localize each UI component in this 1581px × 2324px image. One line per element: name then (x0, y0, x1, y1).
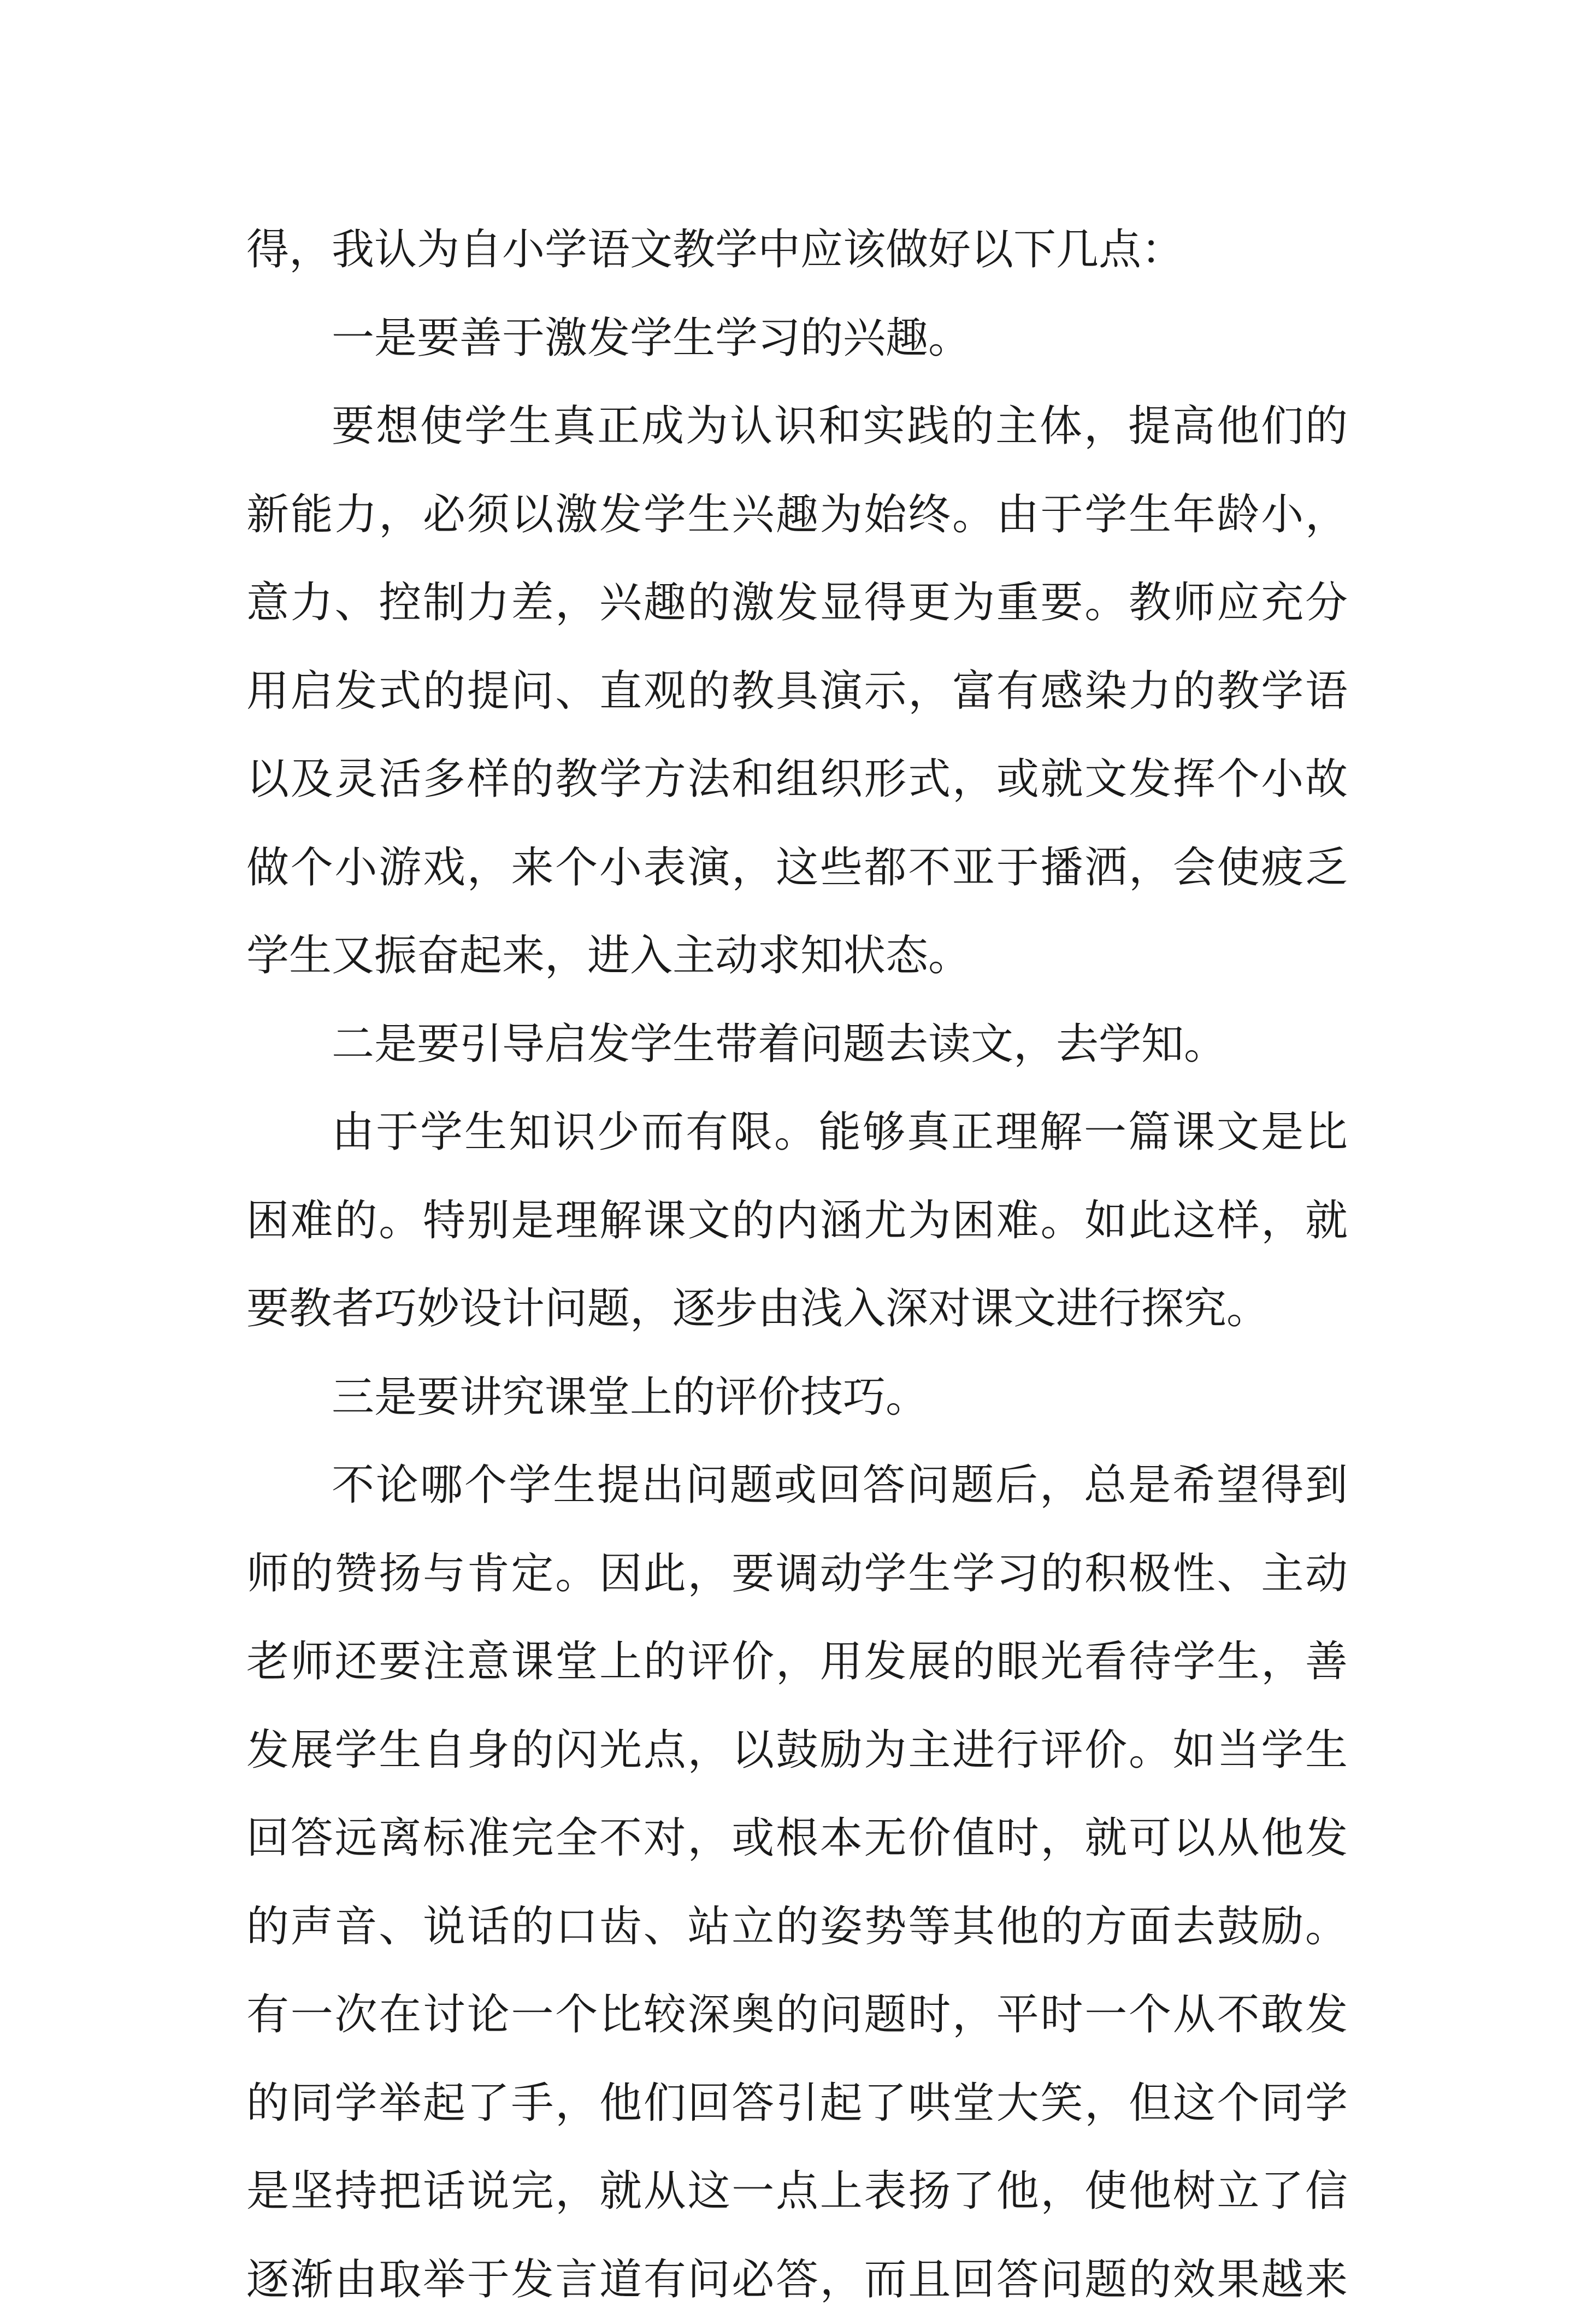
text-line: 师的赞扬与肯定。因此，要调动学生学习的积极性、主动 (246, 1530, 1348, 1619)
text-line: 要教者巧妙设计问题，逐步由浅入深对课文进行探究。 (246, 1265, 1348, 1354)
text-line: 一是要善于激发学生学习的兴趣。 (246, 295, 1348, 383)
text-line: 学生又振奋起来，进入主动求知状态。 (246, 912, 1348, 1001)
text-line: 要想使学生真正成为认识和实践的主体，提高他们的 (246, 383, 1348, 471)
text-line: 发展学生自身的闪光点，以鼓励为主进行评价。如当学生 (246, 1707, 1348, 1795)
text-line: 意力、控制力差，兴趣的激发显得更为重要。教师应充分 (246, 559, 1348, 648)
text-line: 用启发式的提问、直观的教具演示，富有感染力的教学语 (246, 648, 1348, 736)
text-line: 三是要讲究课堂上的评价技巧。 (246, 1354, 1348, 1442)
text-line: 困难的。特别是理解课文的内涵尤为困难。如此这样，就 (246, 1177, 1348, 1266)
text-line: 逐渐由取举于发言道有问必答，而且回答问题的效果越来 (246, 2236, 1348, 2324)
text-line: 新能力，必须以激发学生兴趣为始终。由于学生年龄小， (246, 471, 1348, 560)
text-line: 得，我认为自小学语文教学中应该做好以下几点： (246, 206, 1348, 295)
text-line: 以及灵活多样的教学方法和组织形式，或就文发挥个小故 (246, 736, 1348, 824)
text-line: 二是要引导启发学生带着问题去读文，去学知。 (246, 1001, 1348, 1089)
text-line: 做个小游戏，来个小表演，这些都不亚于播洒，会使疲乏 (246, 824, 1348, 913)
text-line: 由于学生知识少而有限。能够真正理解一篇课文是比 (246, 1089, 1348, 1177)
text-line: 有一次在讨论一个比较深奥的问题时，平时一个从不敢发 (246, 1971, 1348, 2060)
document-body (246, 206, 1348, 2324)
text-line: 是坚持把话说完，就从这一点上表扬了他，使他树立了信 (246, 2148, 1348, 2236)
text-line: 的同学举起了手，他们回答引起了哄堂大笑，但这个同学 (246, 2060, 1348, 2148)
text-line: 回答远离标准完全不对，或根本无价值时，就可以从他发 (246, 1795, 1348, 1883)
text-line: 的声音、说话的口齿、站立的姿势等其他的方面去鼓励。 (246, 1883, 1348, 1972)
text-line: 不论哪个学生提出问题或回答问题后，总是希望得到 (246, 1442, 1348, 1530)
text-line: 老师还要注意课堂上的评价，用发展的眼光看待学生，善 (246, 1618, 1348, 1707)
